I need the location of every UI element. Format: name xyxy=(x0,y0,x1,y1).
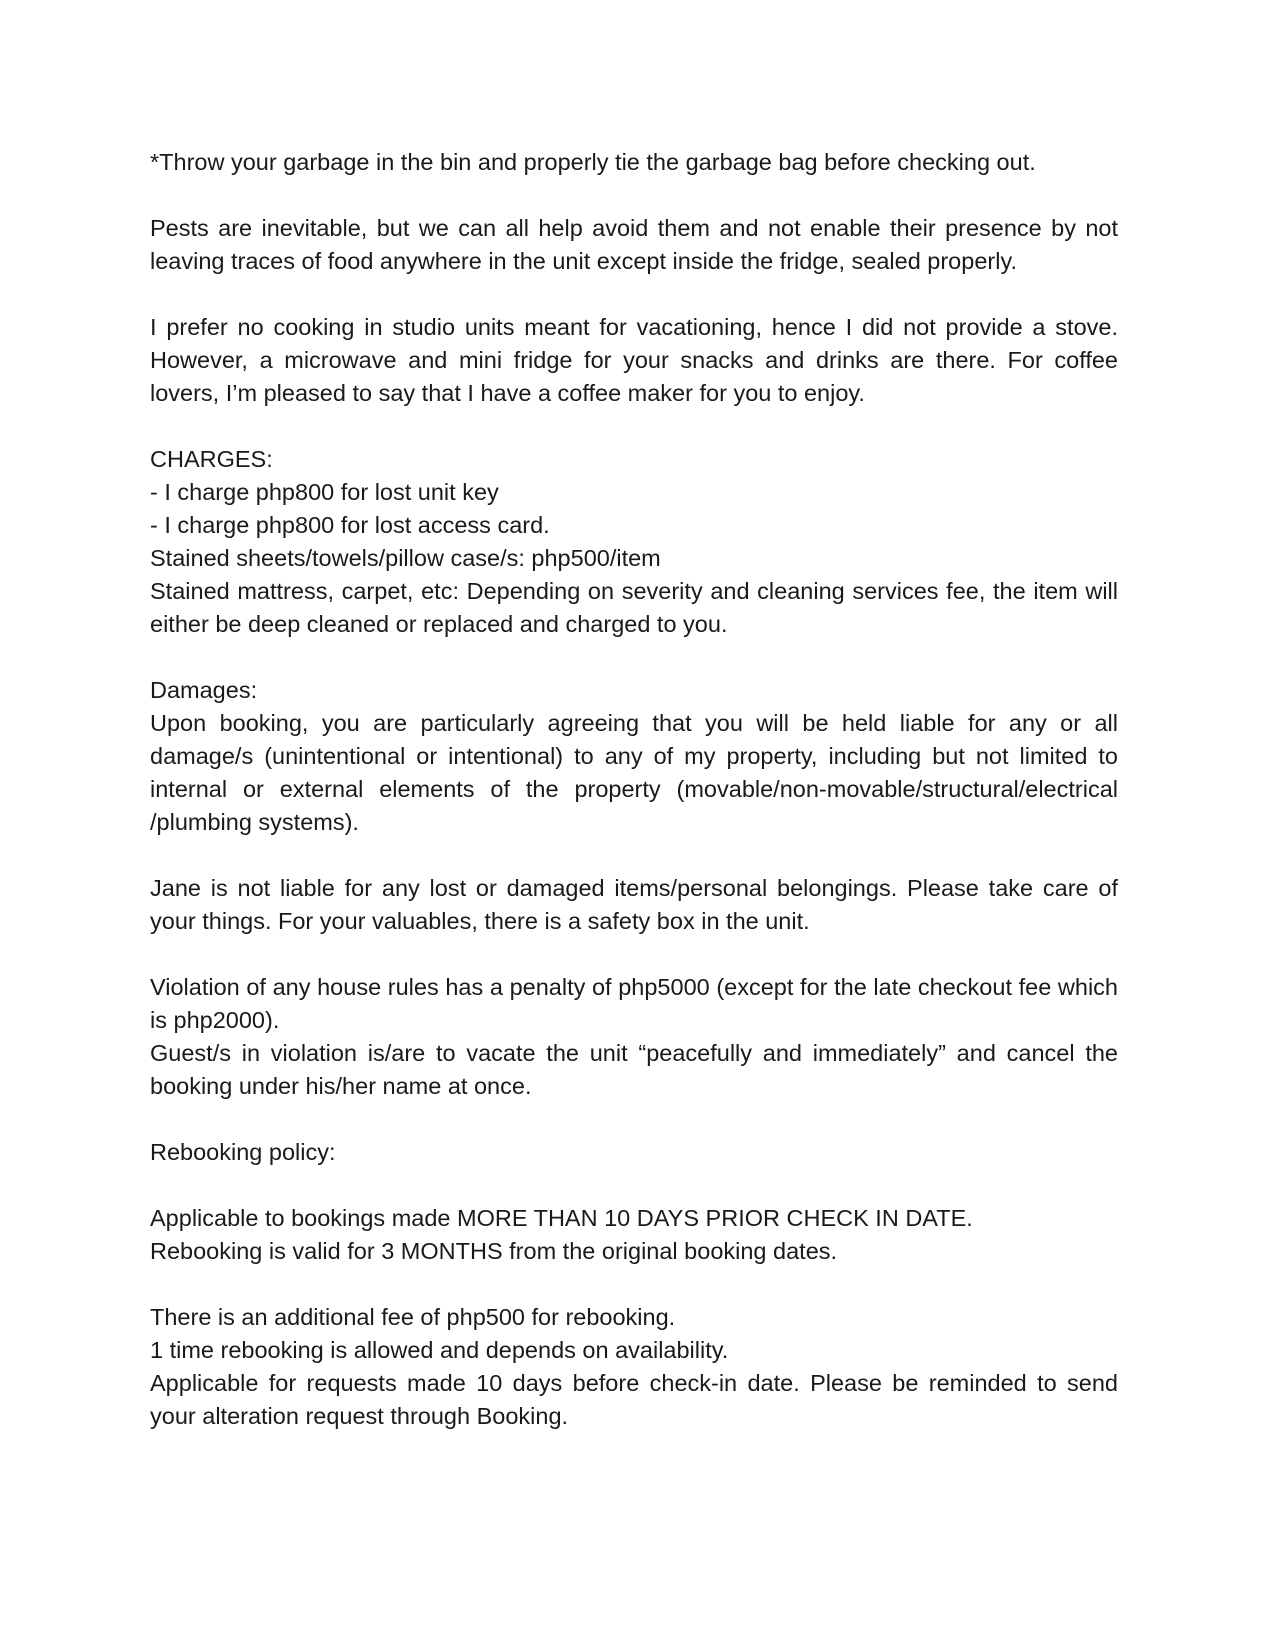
damages-heading: Damages: xyxy=(150,677,258,703)
liability-note: Jane is not liable for any lost or damaged items/personal belongings. Please take care of your things. For your valuables, there is a safety box in the unit. xyxy=(150,875,1118,934)
rebooking-validity: Rebooking is valid for 3 MONTHS from the original booking dates. xyxy=(150,1238,838,1264)
charges-heading: CHARGES: xyxy=(150,446,273,472)
damages-section xyxy=(150,674,1118,839)
charge-item-stained-linens: Stained sheets/towels/pillow case/s: php500/item xyxy=(150,545,661,571)
violation-section xyxy=(150,971,1118,1103)
damages-body: Upon booking, you are particularly agreeing that you will be held liable for any or all damage/s (unintentional or intentional) to any of my property, including but not limited to internal or external elements of the property (movable/non-movable/structural/electrical /plumbing systems). xyxy=(150,710,1118,835)
document-page xyxy=(150,146,1118,1433)
violation-penalty: Violation of any house rules has a penalty of php5000 (except for the late checkout fee which is php2000). xyxy=(150,974,1118,1033)
garbage-note: *Throw your garbage in the bin and properly tie the garbage bag before checking out. xyxy=(150,149,1036,175)
rebooking-applicable: Applicable to bookings made MORE THAN 10 DAYS PRIOR CHECK IN DATE. xyxy=(150,1205,973,1231)
charge-item-unit-key: - I charge php800 for lost unit key xyxy=(150,479,499,505)
rebooking-requests: Applicable for requests made 10 days before check-in date. Please be reminded to send your alteration request through Booking. xyxy=(150,1370,1118,1429)
violation-vacate: Guest/s in violation is/are to vacate the unit “peacefully and immediately” and cancel the booking under his/her name at once. xyxy=(150,1040,1118,1099)
cooking-note: I prefer no cooking in studio units meant for vacationing, hence I did not provide a stove. However, a microwave and mini fridge for your snacks and drinks are there. For coffee lovers, I’m pleased to say that I have a coffee maker for you to enjoy. xyxy=(150,314,1118,406)
rebooking-heading: Rebooking policy: xyxy=(150,1139,336,1165)
rebooking-conditions xyxy=(150,1202,1118,1268)
pests-note: Pests are inevitable, but we can all help avoid them and not enable their presence by not leaving traces of food anywhere in the unit except inside the fridge, sealed properly. xyxy=(150,215,1118,274)
charge-item-access-card: - I charge php800 for lost access card. xyxy=(150,512,550,538)
rebooking-once: 1 time rebooking is allowed and depends on availability. xyxy=(150,1337,729,1363)
charges-section xyxy=(150,443,1118,641)
rebooking-terms xyxy=(150,1301,1118,1433)
rebooking-fee: There is an additional fee of php500 for rebooking. xyxy=(150,1304,676,1330)
charge-item-stained-mattress: Stained mattress, carpet, etc: Depending on severity and cleaning services fee, the item will either be deep cleaned or replaced and charged to you. xyxy=(150,578,1118,637)
